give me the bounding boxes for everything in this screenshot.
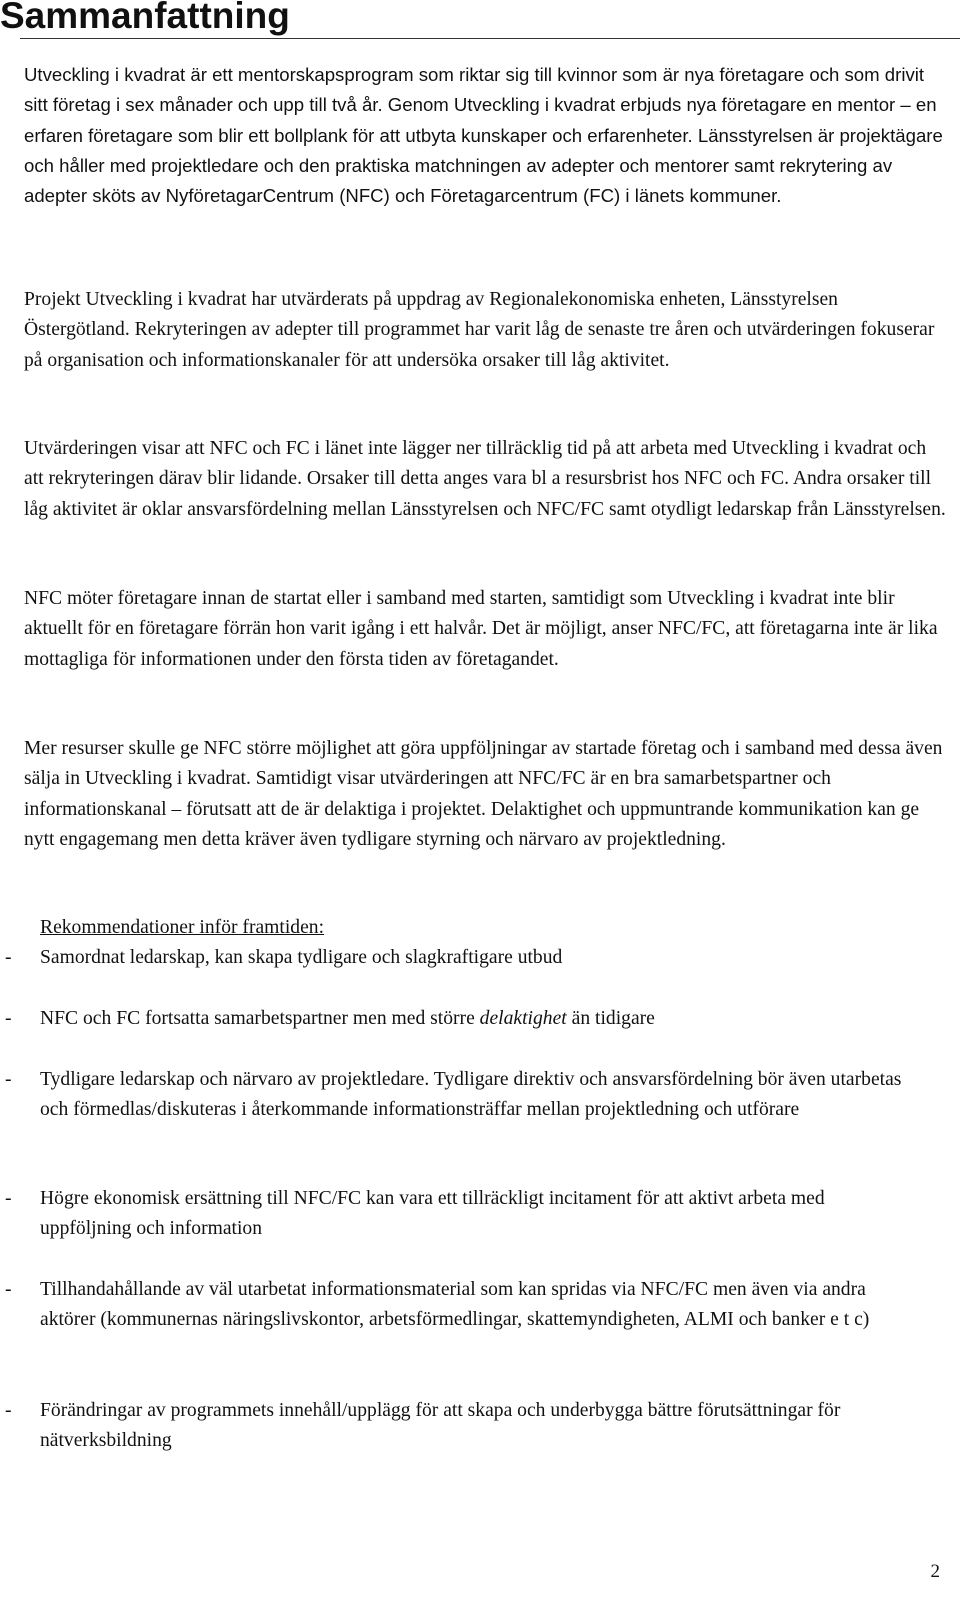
summary-paragraph-5: Mer resurser skulle ge NFC större möjlighet att göra uppföljningar av startade företag och i samband med dessa även sälja in Utveckling i kvadrat. Samtidigt visar utvärderingen att NFC/FC är en bra samarbetspartner och informationskanal – förutsatt att de är delaktiga i projektet. Delaktighet och uppmuntrande kommunikation kan ge nytt engagemang men detta kräver även tydligare styrning och närvaro av projektledning. — [24, 738, 943, 850]
summary-paragraph-3: Utvärderingen visar att NFC och FC i länet inte lägger ner tillräcklig tid på att arbeta med Utveckling i kvadrat och att rekryteringen därav blir lidande. Orsaker till detta anges vara bl a resursbrist hos NFC och FC. Andra orsaker till låg aktivitet är oklar ansvarsfördelning mellan Länsstyrelsen och NFC/FC samt otydligt ledarskap från Länsstyrelsen. — [24, 438, 946, 520]
page-title: Sammanfattning — [0, 0, 290, 36]
recommendations-heading: Rekommendationer inför framtiden: — [40, 917, 325, 938]
recommendation-text: NFC och FC fortsatta samarbetspartner men med större — [40, 1008, 475, 1029]
summary-paragraph-1: Utveckling i kvadrat är ett mentorskapsprogram som riktar sig till kvinnor som är nya företagare och som drivit sitt företag i sex månader och upp till två år. Genom Utveckling i kvadrat erbjuds nya företagare en mentor – en erfaren företagare som blir ett bollplank för att utbyta kunskaper och erfarenheter. Länsstyrelsen är projektägare och håller med projektledare och den praktiska matchningen av adepter och mentorer samt rekrytering av adepter sköts av NyföretagarCentrum (NFC) och Företagarcentrum (FC) i länets kommuner. — [24, 64, 943, 207]
bullet-dash: - — [5, 1188, 12, 1209]
recommendation-text: Förändringar av programmets innehåll/upplägg för att skapa och underbygga bättre förutsättningar för nätverksbildning — [40, 1400, 841, 1452]
summary-paragraph-4: NFC möter företagare innan de startat eller i samband med starten, samtidigt som Utveckling i kvadrat inte blir aktuellt för en företagare förrän hon varit igång i ett halvår. Det är möjligt, anser NFC/FC, att företagarna inte är lika mottagliga för informationen under den första tiden av företagandet. — [24, 588, 938, 670]
title-underline-rule — [20, 38, 960, 39]
bullet-dash: - — [5, 1400, 12, 1421]
bullet-dash: - — [5, 947, 12, 968]
recommendation-text-wrap — [40, 1004, 920, 1034]
recommendation-text-tail: än tidigare — [566, 1008, 655, 1029]
page-number: 2 — [930, 1561, 940, 1582]
recommendation-text: Tillhandahållande av väl utarbetat informationsmaterial som kan spridas via NFC/FC men även via andra aktörer (kommunernas näringslivskontor, arbetsförmedlingar, skattemyndigheten, ALMI och banker e t c) — [40, 1279, 870, 1331]
bullet-dash: - — [5, 1069, 12, 1090]
bullet-dash: - — [5, 1279, 12, 1300]
bullet-dash: - — [5, 1008, 12, 1029]
recommendation-text: Samordnat ledarskap, kan skapa tydligare och slagkraftigare utbud — [40, 947, 563, 968]
recommendation-emphasis: delaktighet — [479, 1008, 567, 1029]
recommendation-text: Tydligare ledarskap och närvaro av projektledare. Tydligare direktiv och ansvarsfördelning bör även utarbetas och förmedlas/diskuteras i återkommande informationsträffar mellan projektledning och utförare — [40, 1069, 902, 1121]
recommendation-text: Högre ekonomisk ersättning till NFC/FC kan vara ett tillräckligt incitament för att aktivt arbeta med uppföljning och information — [40, 1188, 825, 1240]
summary-paragraph-2: Projekt Utveckling i kvadrat har utvärderats på uppdrag av Regionalekonomiska enheten, Länsstyrelsen Östergötland. Rekryteringen av adepter till programmet har varit låg de senaste tre åren och utvärderingen fokuserar på organisation och informationskanaler för att undersöka orsaker till låg aktivitet. — [24, 289, 935, 371]
